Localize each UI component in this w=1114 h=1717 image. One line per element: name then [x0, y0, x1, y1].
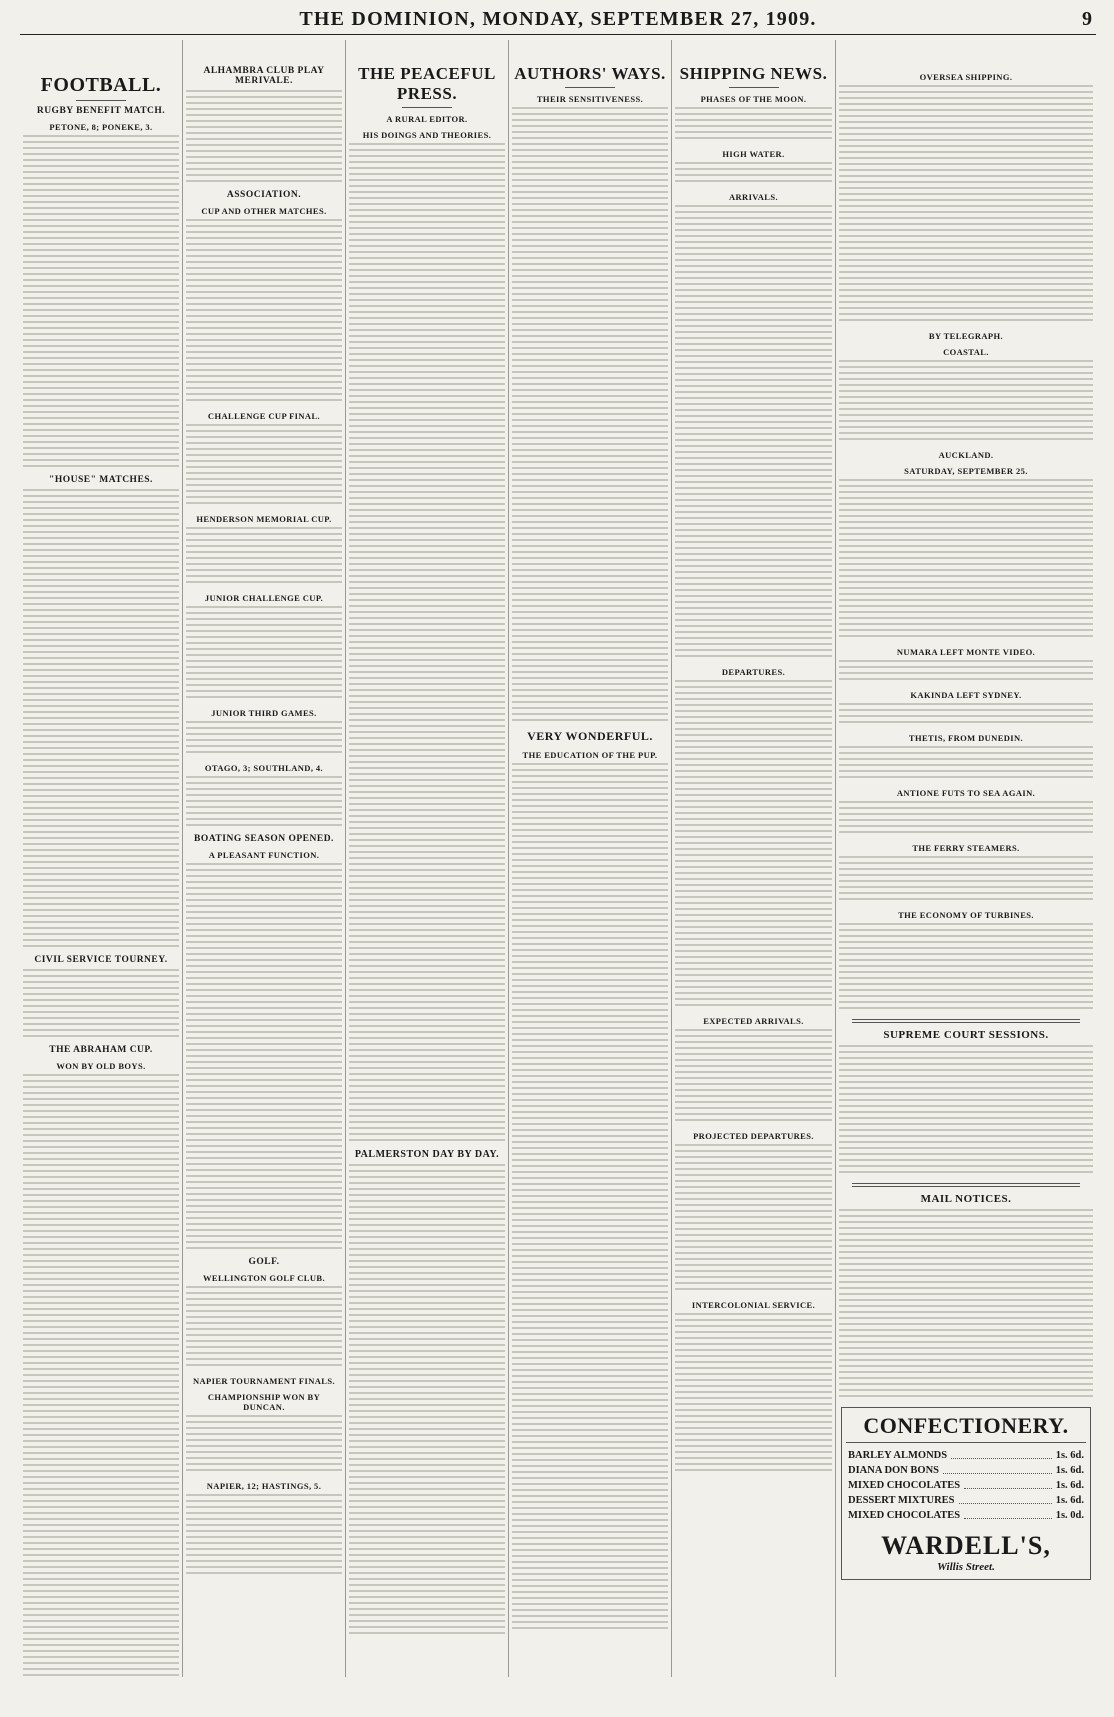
- article-text: [675, 107, 832, 143]
- column-sport: [182, 40, 345, 1677]
- article-text: [839, 856, 1093, 904]
- subhead-association: ASSOCIATION.: [226, 190, 302, 200]
- subhead-junior-third: JUNIOR THIRD GAMES.: [211, 708, 317, 718]
- subhead-expected-arrivals: EXPECTED ARRIVALS.: [703, 1016, 804, 1026]
- article-text: [839, 85, 1093, 325]
- subhead-arrivals: ARRIVALS.: [728, 192, 779, 202]
- article-text: [186, 219, 342, 405]
- column-shipping-news: [671, 40, 835, 1677]
- subhead-henderson-cup: HENDERSON MEMORIAL CUP.: [196, 514, 332, 524]
- article-text: [839, 660, 1093, 684]
- advert-item-price: 1s. 0d.: [1055, 1510, 1084, 1521]
- subhead-alhambra: ALHAMBRA CLUB PLAY MERIVALE.: [203, 66, 325, 86]
- subhead-napier-finals: NAPIER TOURNAMENT FINALS.: [192, 1376, 335, 1386]
- masthead-title: THE DOMINION, MONDAY, SEPTEMBER 27, 1909.: [299, 8, 817, 30]
- subhead-rugby-benefit: RUGBY BENEFIT MATCH.: [36, 106, 166, 116]
- subhead-mail-notices: MAIL NOTICES.: [920, 1193, 1012, 1205]
- subhead-napier-hastings: NAPIER, 12; HASTINGS, 5.: [206, 1481, 322, 1491]
- advert-street: Willis Street.: [937, 1561, 995, 1573]
- subhead-auckland: AUCKLAND.: [938, 450, 994, 460]
- advert-shop-name: WARDELL'S,: [881, 1531, 1051, 1560]
- subhead-ferry-steamers: THE FERRY STEAMERS.: [912, 843, 1020, 853]
- article-text: [186, 863, 342, 1253]
- article-text: [675, 1029, 832, 1125]
- advert-item-price: 1s. 6d.: [1055, 1495, 1084, 1506]
- article-text: [839, 479, 1093, 641]
- column-peaceful-press: [345, 40, 508, 1677]
- advert-title: CONFECTIONERY.: [846, 1413, 1086, 1443]
- article-text: [186, 90, 342, 186]
- subhead-high-water: HIGH WATER.: [722, 149, 785, 159]
- article-text: [23, 489, 179, 951]
- article-text: [186, 1286, 342, 1370]
- subhead-by-telegraph: BY TELEGRAPH.: [928, 331, 1004, 341]
- article-text: [839, 1045, 1093, 1177]
- confectionery-advert: [841, 1407, 1091, 1580]
- column-football: [20, 40, 182, 1677]
- subhead-supreme-court: SUPREME COURT SESSIONS.: [883, 1029, 1049, 1041]
- subhead-junior-challenge: JUNIOR CHALLENGE CUP.: [204, 593, 324, 603]
- article-text: [675, 162, 832, 186]
- advert-item-name: MIXED CHOCOLATES: [848, 1480, 961, 1491]
- subhead-rural-editor: A RURAL EDITOR.: [386, 114, 468, 124]
- subhead-departures: DEPARTURES.: [721, 667, 786, 677]
- article-text: [675, 1144, 832, 1294]
- advert-item-price: 1s. 6d.: [1055, 1480, 1084, 1491]
- subhead-old-boys: WON BY OLD BOYS.: [56, 1061, 146, 1071]
- advert-item-name: MIXED CHOCOLATES: [848, 1510, 961, 1521]
- subhead-doings-theories: HIS DOINGS AND THEORIES.: [362, 130, 492, 140]
- article-text: [839, 1209, 1093, 1399]
- article-text: [512, 107, 668, 725]
- subhead-numara: NUMARA LEFT MONTE VIDEO.: [896, 647, 1036, 657]
- advert-item-price: 1s. 6d.: [1055, 1450, 1084, 1461]
- article-text: [349, 1164, 505, 1634]
- article-text: [675, 205, 832, 661]
- subhead-challenge-cup-final: CHALLENGE CUP FINAL.: [207, 411, 321, 421]
- subhead-wellington-golf: WELLINGTON GOLF CLUB.: [203, 1273, 325, 1283]
- article-text: [839, 923, 1093, 1013]
- article-text: [23, 135, 179, 471]
- article-text: [186, 424, 342, 508]
- advert-item: [846, 1508, 1086, 1523]
- subhead-house-matches: "HOUSE" MATCHES.: [49, 475, 153, 485]
- subhead-oversea-shipping: OVERSEA SHIPPING.: [919, 72, 1013, 82]
- advert-item: [846, 1478, 1086, 1493]
- article-text: [839, 746, 1093, 782]
- article-text: [186, 606, 342, 702]
- subhead-intercolonial: INTERCOLONIAL SERVICE.: [691, 1300, 816, 1310]
- masthead: [20, 4, 1096, 35]
- subhead-moon-phases: PHASES OF THE MOON.: [700, 94, 807, 104]
- subhead-education-pup: THE EDUCATION OF THE PUP.: [522, 750, 658, 760]
- article-text: [186, 1494, 342, 1574]
- advert-item: [846, 1493, 1086, 1508]
- subhead-otago-southland: OTAGO, 3; SOUTHLAND, 4.: [204, 763, 324, 773]
- subhead-kakinda: KAKINDA LEFT SYDNEY.: [910, 690, 1022, 700]
- page-number: 9: [1082, 8, 1092, 30]
- subhead-thetis: THETIS, FROM DUNEDIN.: [908, 733, 1024, 743]
- article-text: [675, 1313, 832, 1473]
- advert-item-name: BARLEY ALMONDS: [848, 1450, 948, 1461]
- subhead-coastal: COASTAL.: [943, 347, 989, 357]
- article-text: [839, 703, 1093, 727]
- heading-peaceful-press: THE PEACEFUL PRESS.: [358, 64, 496, 103]
- subhead-championship-duncan: CHAMPIONSHIP WON BY DUNCAN.: [207, 1392, 321, 1412]
- subhead-pleasant-function: A PLEASANT FUNCTION.: [208, 850, 320, 860]
- advert-item-name: DESSERT MIXTURES: [848, 1495, 955, 1506]
- article-text: [512, 763, 668, 1633]
- subhead-boating-season: BOATING SEASON OPENED.: [194, 834, 334, 844]
- article-text: [23, 1074, 179, 1677]
- subhead-palmerston: PALMERSTON DAY BY DAY.: [354, 1149, 500, 1160]
- subhead-turbines: THE ECONOMY OF TURBINES.: [898, 910, 1034, 920]
- subhead-cup-matches: CUP AND OTHER MATCHES.: [201, 206, 327, 216]
- article-text: [186, 721, 342, 757]
- column-authors-ways: [508, 40, 671, 1677]
- subhead-antione: ANTIONE FUTS TO SEA AGAIN.: [896, 788, 1036, 798]
- advert-item: [846, 1448, 1086, 1463]
- article-text: [349, 143, 505, 1145]
- advert-item: [846, 1463, 1086, 1478]
- article-text: [839, 360, 1093, 444]
- subhead-golf: GOLF.: [248, 1257, 280, 1267]
- subhead-saturday: SATURDAY, SEPTEMBER 25.: [904, 466, 1028, 476]
- advert-item-name: DIANA DON BONS: [848, 1465, 940, 1476]
- column-oversea: [835, 40, 1096, 1677]
- subhead-projected-departures: PROJECTED DEPARTURES.: [693, 1131, 814, 1141]
- subhead-very-wonderful: VERY WONDERFUL.: [527, 729, 653, 743]
- heading-shipping-news: SHIPPING NEWS.: [679, 64, 828, 83]
- subhead-sensitiveness: THEIR SENSITIVENESS.: [536, 94, 644, 104]
- article-text: [839, 801, 1093, 837]
- heading-football: FOOTBALL.: [40, 74, 162, 96]
- article-text: [186, 1415, 342, 1475]
- article-text: [186, 776, 342, 830]
- heading-authors-ways: AUTHORS' WAYS.: [514, 64, 666, 83]
- subhead-petone-poneke: PETONE, 8; PONEKE, 3.: [49, 122, 153, 132]
- article-text: [186, 527, 342, 587]
- subhead-abraham-cup: THE ABRAHAM CUP.: [49, 1045, 153, 1055]
- advert-item-price: 1s. 6d.: [1055, 1465, 1084, 1476]
- article-text: [675, 680, 832, 1010]
- article-text: [23, 969, 179, 1041]
- subhead-civil-service: CIVIL SERVICE TOURNEY.: [34, 955, 168, 965]
